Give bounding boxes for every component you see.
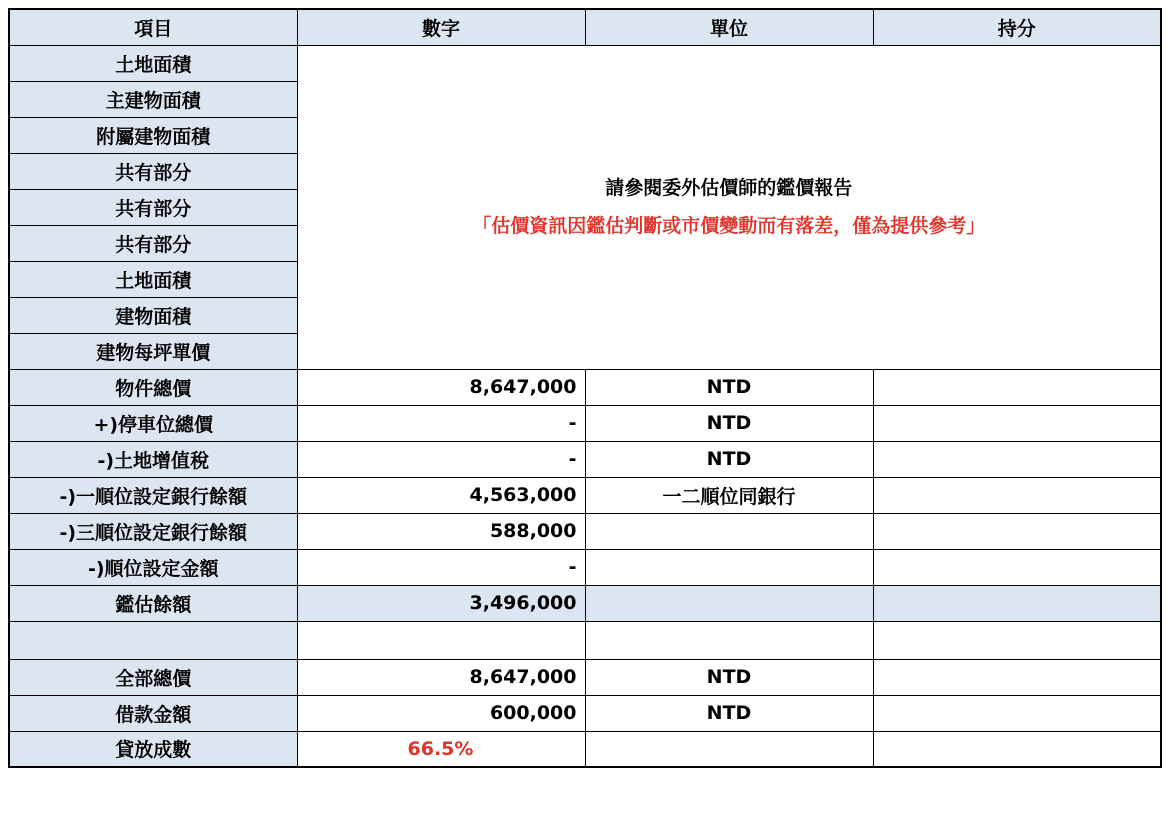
table-row bbox=[9, 441, 1161, 477]
row-share bbox=[873, 369, 1161, 405]
row-unit: NTD bbox=[585, 369, 873, 405]
row-unit: NTD bbox=[585, 405, 873, 441]
row-value: 8,647,000 bbox=[297, 659, 585, 695]
valuation-sheet bbox=[8, 8, 1162, 768]
spacer-row bbox=[9, 621, 1161, 659]
table-row bbox=[9, 45, 1161, 81]
row-share bbox=[873, 695, 1161, 731]
table-row bbox=[9, 695, 1161, 731]
row-value: - bbox=[297, 441, 585, 477]
row-unit bbox=[585, 549, 873, 585]
row-label: -)三順位設定銀行餘額 bbox=[9, 513, 297, 549]
row-value: 4,563,000 bbox=[297, 477, 585, 513]
row-label: 鑑估餘額 bbox=[9, 585, 297, 621]
row-label: 貸放成數 bbox=[9, 731, 297, 767]
table-row bbox=[9, 731, 1161, 767]
row-label: 物件總價 bbox=[9, 369, 297, 405]
appraisal-note-line2: 「估價資訊因鑑估判斷或市價變動而有落差，僅為提供參考」 bbox=[472, 215, 986, 237]
area-label: 建物面積 bbox=[9, 297, 297, 333]
row-label: -)順位設定金額 bbox=[9, 549, 297, 585]
row-share bbox=[873, 659, 1161, 695]
area-label: 主建物面積 bbox=[9, 81, 297, 117]
row-unit bbox=[585, 731, 873, 767]
area-label: 共有部分 bbox=[9, 189, 297, 225]
row-value: 600,000 bbox=[297, 695, 585, 731]
row-value: 588,000 bbox=[297, 513, 585, 549]
table-row bbox=[9, 585, 1161, 621]
row-share bbox=[873, 731, 1161, 767]
row-unit: NTD bbox=[585, 441, 873, 477]
spacer-cell bbox=[585, 621, 873, 659]
table-row bbox=[9, 513, 1161, 549]
row-share bbox=[873, 441, 1161, 477]
table-row bbox=[9, 477, 1161, 513]
area-label: 土地面積 bbox=[9, 45, 297, 81]
row-label: 借款金額 bbox=[9, 695, 297, 731]
spacer-cell bbox=[873, 621, 1161, 659]
spacer-cell bbox=[9, 621, 297, 659]
row-unit bbox=[585, 513, 873, 549]
row-value: - bbox=[297, 549, 585, 585]
header-share: 持分 bbox=[873, 9, 1161, 45]
row-label: 全部總價 bbox=[9, 659, 297, 695]
header-row bbox=[9, 9, 1161, 45]
area-label: 共有部分 bbox=[9, 225, 297, 261]
table-row bbox=[9, 369, 1161, 405]
row-share bbox=[873, 477, 1161, 513]
row-share bbox=[873, 585, 1161, 621]
table-row bbox=[9, 549, 1161, 585]
appraisal-note-line1: 請參閱委外估價師的鑑價報告 bbox=[605, 177, 853, 199]
row-label: -)土地增值稅 bbox=[9, 441, 297, 477]
header-number: 數字 bbox=[297, 9, 585, 45]
row-unit: 一二順位同銀行 bbox=[585, 477, 873, 513]
area-label: 土地面積 bbox=[9, 261, 297, 297]
appraisal-note bbox=[297, 45, 1161, 369]
row-share bbox=[873, 513, 1161, 549]
header-item: 項目 bbox=[9, 9, 297, 45]
row-value: 3,496,000 bbox=[297, 585, 585, 621]
loan-ratio-value: 66.5% bbox=[297, 731, 585, 767]
row-unit: NTD bbox=[585, 695, 873, 731]
row-value: - bbox=[297, 405, 585, 441]
table-row bbox=[9, 405, 1161, 441]
row-unit bbox=[585, 585, 873, 621]
area-label: 建物每坪單價 bbox=[9, 333, 297, 369]
row-label: +)停車位總價 bbox=[9, 405, 297, 441]
spacer-cell bbox=[297, 621, 585, 659]
area-label: 附屬建物面積 bbox=[9, 117, 297, 153]
row-label: -)一順位設定銀行餘額 bbox=[9, 477, 297, 513]
row-share bbox=[873, 549, 1161, 585]
row-unit: NTD bbox=[585, 659, 873, 695]
row-share bbox=[873, 405, 1161, 441]
table-row bbox=[9, 659, 1161, 695]
area-label: 共有部分 bbox=[9, 153, 297, 189]
header-unit: 單位 bbox=[585, 9, 873, 45]
row-value: 8,647,000 bbox=[297, 369, 585, 405]
